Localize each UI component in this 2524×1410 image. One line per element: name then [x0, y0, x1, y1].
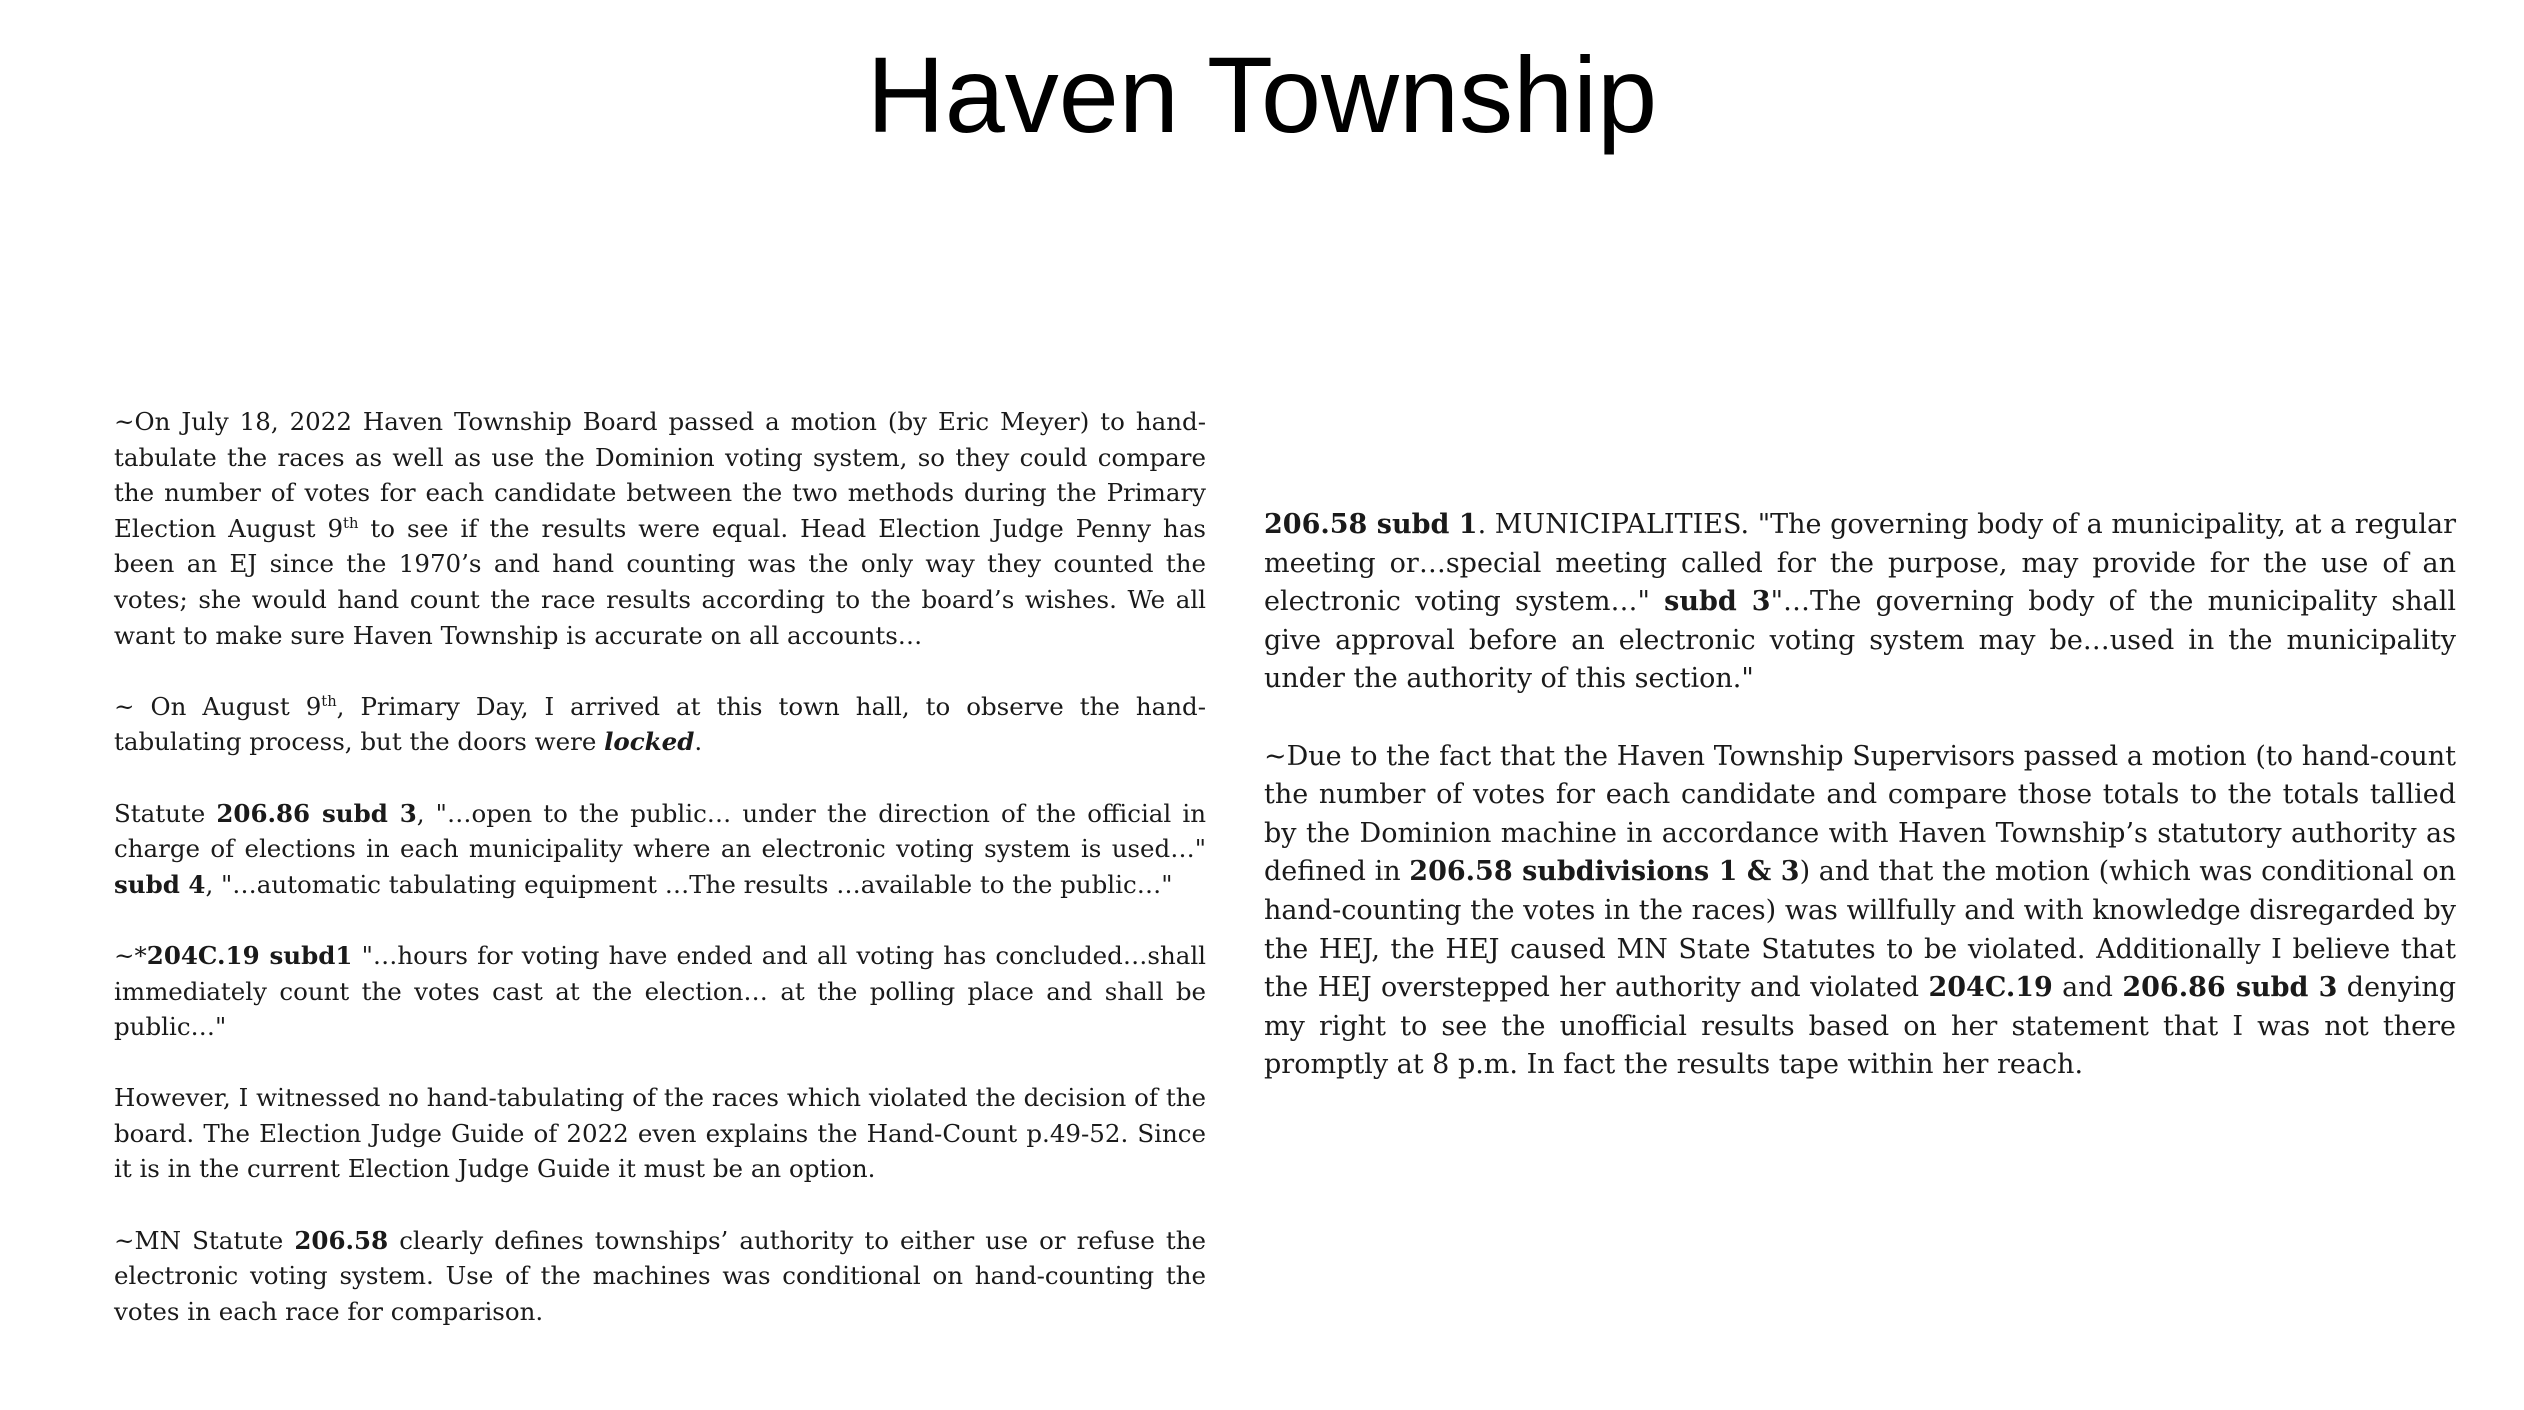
- text: , "…open to the public… under the direction of the official in charge of elections in each municipality where an electronic voting system is used…": [114, 798, 1206, 864]
- text: and: [2052, 972, 2123, 1004]
- right-column: [1264, 506, 2456, 1085]
- statute-ref: 206.58 subdivisions 1 & 3: [1409, 856, 1800, 888]
- text: However, I witnessed no hand-tabulating of the races which violated the decision of the board. The Election Judge Guide of 2022 even explains the Hand-Count p.49-52. Since it is in the current Election Judge Guide it must be an option.: [114, 1083, 1206, 1184]
- text: ~MN Statute: [114, 1225, 295, 1255]
- superscript: th: [321, 692, 337, 710]
- text: .: [694, 727, 703, 757]
- paragraph-no-hand-tabulating: [114, 1080, 1206, 1187]
- statute-ref: 206.86 subd 3: [2122, 972, 2338, 1004]
- paragraph-motion-july-18: [114, 404, 1206, 653]
- paragraph-conclusion: [1264, 738, 2456, 1085]
- emphasis-locked: locked: [604, 727, 695, 757]
- left-column: [114, 404, 1206, 1329]
- text: . MUNICIPALITIES. "The governing body of a municipality, at a regular meeting or…special meeting called for the purpose, may provide for the use of an electronic voting system…": [1264, 509, 2456, 618]
- statute-ref: 206.86 subd 3: [216, 798, 417, 828]
- text: clearly defines townships’ authority to either use or refuse the electronic voting system. Use of the machines was conditional on hand-counting the votes in each race for comparison.: [114, 1225, 1206, 1326]
- paragraph-primary-day: [114, 689, 1206, 760]
- slide-title: Haven Township: [866, 34, 1658, 155]
- text: , "…automatic tabulating equipment …The results …available to the public…": [205, 869, 1173, 899]
- statute-ref: 206.58 subd 1: [1264, 509, 1478, 540]
- paragraph-municipalities: [1264, 506, 2456, 699]
- text: , Primary Day, I arrived at this town hall, to observe the hand-tabulating process, but the doors were: [114, 691, 1206, 757]
- statute-ref: 204C.19 subd1: [146, 940, 353, 970]
- text: ~On July 18, 2022 Haven Township Board passed a motion (by Eric Meyer) to hand-tabulate the races as well as use the Dominion voting system, so they could compare the number of votes for each candidate between the two methods during the Primary Election August 9: [114, 407, 1206, 543]
- paragraph-statute-204c-19: [114, 938, 1206, 1045]
- text: ~Due to the fact that the Haven Township Supervisors passed a motion (to hand-count the number of votes for each candidate and compare those totals to the totals tallied by the Dominion machine in accordance with Haven Township’s statutory authority as defined in: [1264, 740, 2456, 888]
- text: "…hours for voting have ended and all voting has concluded…shall immediately count the votes cast at the election… at the polling place and shall be public…": [114, 940, 1206, 1042]
- text: ~ On August 9: [114, 691, 322, 721]
- text: Statute: [114, 798, 217, 828]
- text: to see if the results were equal. Head Election Judge Penny has been an EJ since the 1970’s and hand counting was the only way they counted the votes; she would hand count the race results according to the board’s wishes. We all want to make sure Haven Township is accurate on all accounts…: [114, 513, 1206, 650]
- text: "…The governing body of the municipality shall give approval before an electronic voting system may be…used in the municipality under the authority of this section.": [1264, 586, 2456, 695]
- statute-ref: subd 4: [114, 869, 206, 899]
- statute-ref: 204C.19: [1928, 972, 2053, 1004]
- statute-ref: 206.58: [294, 1225, 389, 1255]
- text: ~*: [114, 940, 147, 970]
- paragraph-statute-206-58: [114, 1223, 1206, 1330]
- text: denying my right to see the unofficial results based on her statement that I was not there promptly at 8 p.m. In fact the results tape within her reach.: [1264, 972, 2457, 1081]
- superscript: th: [343, 514, 359, 532]
- statute-ref: subd 3: [1664, 586, 1771, 618]
- text: ) and that the motion (which was conditional on hand-counting the votes in the races) was willfully and with knowledge disregarded by the HEJ, the HEJ caused MN State Statutes to be violated. Additionally I believe that the HEJ overstepped her authority and violated: [1264, 856, 2456, 1004]
- paragraph-statute-206-86: [114, 796, 1206, 903]
